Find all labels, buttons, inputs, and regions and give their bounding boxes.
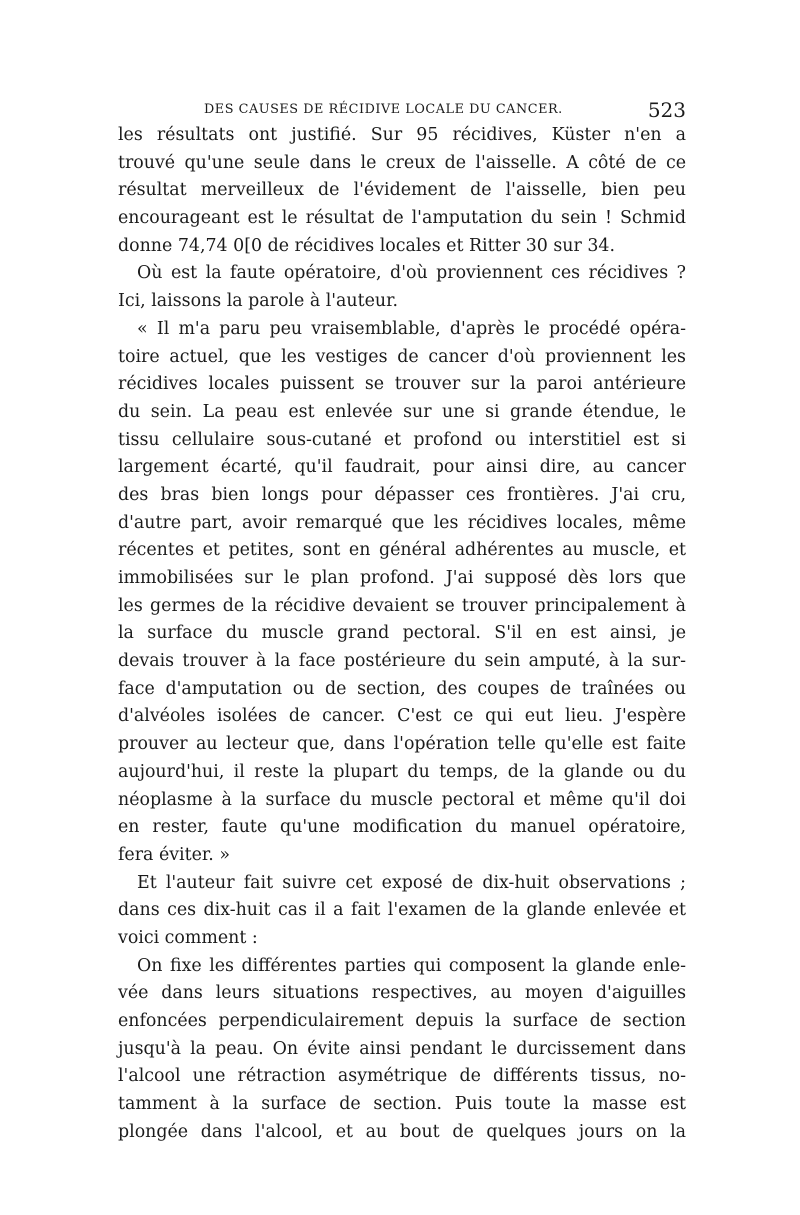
text-line: Où est la faute opératoire, d'où proviennent ces récidives ? [137,263,686,284]
text-line: résultat merveilleux de l'évidement de l'aisselle, bien peu [118,180,686,201]
text-line: prouver au lecteur que, dans l'opération telle qu'elle est faite [118,734,686,755]
text-line: du sein. La peau est enlevée sur une si grande étendue, le [118,401,686,422]
text-line: Ici, laissons la parole à l'auteur. [118,291,399,312]
text-line: toire actuel, que les vestiges de cancer d'où proviennent les [118,346,686,367]
text-line: néoplasme à la surface du muscle pectoral et même qu'il doi [118,789,686,810]
page-header [118,98,686,124]
text-line: « Il m'a paru peu vraisemblable, d'après le procédé opéra- [137,318,686,339]
text-line: plongée dans l'alcool, et au bout de quelques jours on la [118,1121,686,1142]
text-line: d'alvéoles isolées de cancer. C'est ce qui eut lieu. J'espère [118,706,686,727]
running-head: DES CAUSES DE RÉCIDIVE LOCALE DU CANCER. [204,102,563,117]
text-line: jusqu'à la peau. On évite ainsi pendant le durcissement dans [118,1038,686,1059]
text-line: face d'amputation ou de section, des coupes de traînées ou [118,678,686,699]
text-line: en rester, faute qu'une modification du manuel opératoire, [118,817,686,838]
text-line: donne 74,74 0[0 de récidives locales et Ritter 30 sur 34. [118,235,616,256]
text-line: l'alcool une rétraction asymétrique de différents tissus, no- [118,1066,686,1087]
text-line: la surface du muscle grand pectoral. S'il en est ainsi, je [118,623,686,644]
text-line: dans ces dix-huit cas il a fait l'examen de la glande enlevée et [118,900,686,921]
text-line: fera éviter. » [118,844,230,865]
text-line: encourageant est le résultat de l'amputation du sein ! Schmid [118,208,686,229]
text-line: Et l'auteur fait suivre cet exposé de dix-huit observations ; [137,872,686,893]
text-line: enfoncées perpendiculairement depuis la surface de section [118,1011,686,1031]
text-line: les résultats ont justifié. Sur 95 récidives, Küster n'en a [118,125,686,145]
text-line: aujourd'hui, il reste la plupart du temps, de la glande ou du [118,761,686,782]
text-line: tissu cellulaire sous-cutané et profond ou interstitiel est si [118,429,686,450]
text-line: des bras bien longs pour dépasser ces frontières. J'ai cru, [118,484,686,505]
text-line: largement écarté, qu'il faudrait, pour ainsi dire, au cancer [118,457,686,478]
text-line: d'autre part, avoir remarqué que les récidives locales, même [118,512,686,533]
text-line: trouvé qu'une seule dans le creux de l'aisselle. A côté de ce [118,152,686,173]
text-line: vée dans leurs situations respectives, au moyen d'aiguilles [118,983,686,1004]
text-line: récidives locales puissent se trouver sur la paroi antérieure [118,374,686,395]
text-line: immobilisées sur le plan profond. J'ai supposé dès lors que [118,568,686,588]
text-line: tamment à la surface de section. Puis toute la masse est [118,1094,686,1115]
text-line: voici comment : [118,927,258,948]
body-text [118,122,686,1146]
text-line: les germes de la récidive devaient se trouver principalement à [118,595,686,616]
page-number: 523 [647,98,686,122]
text-line: devais trouver à la face postérieure du sein amputé, à la sur- [118,651,686,672]
text-line: récentes et petites, sont en général adhérentes au muscle, et [118,540,686,561]
text-line: On fixe les différentes parties qui composent la glande enle- [137,955,686,976]
